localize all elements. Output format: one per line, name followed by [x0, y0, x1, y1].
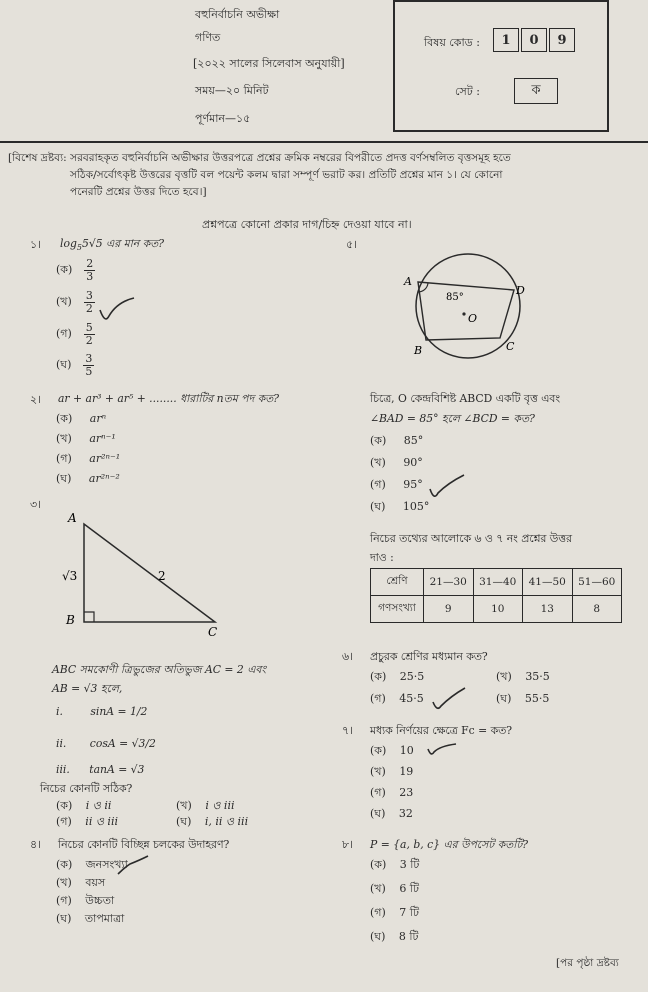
q4-option-ga[interactable]: (গ) উচ্চতা — [56, 894, 115, 907]
q7-option-gha[interactable]: (ঘ) 32 — [370, 807, 413, 820]
q7-number: ৭। — [342, 724, 353, 737]
full-marks: পূর্ণমান—১৫ — [195, 112, 251, 125]
q2-option-gha[interactable]: (ঘ) ar²ⁿ⁻² — [56, 472, 120, 485]
table-row — [371, 596, 622, 623]
q1-text: $\log_55√5$ এর মান কত? — [60, 237, 165, 253]
table-cell: 21—30 — [424, 569, 474, 596]
q1-option-ka[interactable] — [56, 258, 95, 283]
time-limit: সময়—২০ মিনিট — [195, 84, 269, 97]
q4-number: ৪। — [30, 838, 41, 851]
q5-label-o: O — [468, 312, 478, 325]
q7-option-ka[interactable]: (ক) 10 — [370, 744, 414, 757]
code-digit-1: 1 — [493, 28, 519, 52]
fraction-denominator: 5 — [85, 365, 93, 378]
q5-angle-label: 85° — [446, 292, 464, 303]
table-cell: 51—60 — [572, 569, 622, 596]
table-row — [371, 569, 622, 596]
q3-label-a: A — [68, 511, 77, 525]
fraction-denominator: 3 — [86, 270, 94, 283]
table-cell: 41—50 — [523, 569, 573, 596]
fraction — [84, 290, 95, 315]
q3-option-ga[interactable]: (গ) ii ও iii — [56, 815, 118, 828]
q3-ask: নিচের কোনটি সঠিক? — [40, 782, 133, 795]
subject-code-label: বিষয় কোড : — [424, 36, 480, 49]
q3-stmt-3: iii. tanA = √3 — [56, 763, 145, 776]
q8-option-kha[interactable]: (খ) 6 টি — [370, 882, 419, 895]
q2-option-ga[interactable]: (গ) ar²ⁿ⁻¹ — [56, 452, 121, 465]
q2-option-kha[interactable]: (খ) arⁿ⁻¹ — [56, 432, 116, 445]
tick-mark-icon — [433, 688, 465, 708]
tick-mark-icon — [100, 298, 134, 319]
q5-option-kha[interactable]: (খ) 90° — [370, 456, 423, 469]
q2-number: ২। — [30, 393, 41, 406]
fraction-numerator: 5 — [85, 321, 93, 334]
q6-option-gha[interactable]: (ঘ) 55·5 — [496, 692, 550, 705]
set-value: ক — [514, 78, 558, 104]
q4-option-ka[interactable]: (ক) জনসংখ্যা — [56, 858, 128, 871]
q8-option-ka[interactable]: (ক) 3 টি — [370, 858, 420, 871]
q3-triangle-figure — [60, 510, 230, 640]
syllabus-note: [২০২২ সালের সিলেবাস অনুযায়ী] — [193, 57, 345, 70]
fraction — [84, 322, 95, 347]
q3-side-ac: 2 — [158, 569, 166, 583]
q3-number: ৩। — [30, 498, 41, 511]
q1-option-ga[interactable] — [56, 322, 95, 347]
q6-option-kha[interactable]: (খ) 35·5 — [496, 670, 550, 683]
q4-option-kha[interactable]: (খ) বয়স — [56, 876, 106, 889]
q4-text: নিচের কোনটি বিচ্ছিন্ন চলকের উদাহরণ? — [58, 838, 230, 851]
table-cell: 8 — [572, 596, 622, 623]
set-label: সেট : — [455, 85, 480, 98]
q8-option-ga[interactable]: (গ) 7 টি — [370, 906, 419, 919]
q4-option-gha[interactable]: (ঘ) তাপমাত্রা — [56, 912, 125, 925]
q7-option-kha[interactable]: (খ) 19 — [370, 765, 414, 778]
q8-option-gha[interactable]: (ঘ) 8 টি — [370, 930, 419, 943]
q7-option-ga[interactable]: (গ) 23 — [370, 786, 414, 799]
q5-text-2: ∠BAD = 85° হলে ∠BCD = কত? — [370, 412, 535, 425]
q6-text: প্রচুরক শ্রেণির মধ্যমান কত? — [370, 650, 488, 663]
q1-option-gha[interactable] — [56, 353, 94, 378]
option-label: (ঘ) — [56, 358, 72, 371]
q2-option-ka[interactable]: (ক) arⁿ — [56, 412, 107, 425]
q3-stmt-1: i. sinA = 1/2 — [56, 705, 148, 718]
fraction-numerator: 2 — [86, 257, 94, 270]
fraction — [83, 353, 94, 378]
stimulus-line-1: নিচের তথ্যের আলোকে ৬ ও ৭ নং প্রশ্নের উত্তর — [370, 532, 572, 545]
instruction-line-1: [বিশেষ দ্রষ্টব্য: সরবরাহকৃত বহুনির্বাচনি অভীক্ষার উত্তরপত্রে প্রশ্নের ক্রমিক নম্বরের বিপরীতে প্রদত্ত বর্ণসম্বলিত বৃত্তসমূহ হতে — [8, 152, 511, 164]
no-marks-warning: প্রশ্নপত্রে কোনো প্রকার দাগ/চিহ্ন দেওয়া যাবে না। — [202, 218, 412, 231]
q2-text: ar + ar³ + ar⁵ + ........ ধারাটির nতম পদ কত? — [58, 392, 280, 405]
q6-number: ৬। — [342, 650, 353, 663]
fraction-denominator: 2 — [85, 334, 93, 347]
code-digit-2: 0 — [521, 28, 547, 52]
q5-label-a: A — [404, 275, 412, 288]
q3-label-c: C — [208, 625, 218, 639]
header-divider — [0, 141, 648, 143]
q8-number: ৮। — [342, 838, 353, 851]
q6-option-ka[interactable]: (ক) 25·5 — [370, 670, 425, 683]
next-page-note: [পর পৃষ্ঠা দ্রষ্টব্য — [556, 957, 619, 969]
q7-text: মধ্যক নির্ণয়ের ক্ষেত্রে Fc = কত? — [370, 724, 513, 737]
q3-text-2: AB = √3 হলে, — [52, 682, 123, 695]
q3-text-1: ABC সমকোণী ত্রিভুজের অতিভুজ AC = 2 এবং — [52, 663, 267, 676]
q5-label-b: B — [414, 344, 423, 357]
table-cell: 10 — [473, 596, 523, 623]
table-cell: 31—40 — [473, 569, 523, 596]
q5-option-ka[interactable]: (ক) 85° — [370, 434, 424, 447]
q5-label-c: C — [506, 340, 515, 353]
q3-option-kha[interactable]: (খ) i ও iii — [176, 799, 235, 812]
q1-number: ১। — [30, 238, 41, 251]
fraction — [84, 258, 95, 283]
q5-circle-figure — [396, 252, 546, 364]
code-digit-3: 9 — [549, 28, 575, 52]
option-label: (গ) — [56, 327, 72, 340]
tick-mark-icon — [430, 475, 464, 496]
q5-text-1: চিত্রে, O কেন্দ্রবিশিষ্ট ABCD একটি বৃত্ত এবং — [370, 392, 560, 405]
table-header-frequency: গণসংখ্যা — [371, 596, 424, 623]
exam-type: বহুনির্বাচনি অভীক্ষা — [195, 8, 280, 21]
stimulus-line-2: দাও : — [370, 551, 394, 564]
q3-side-ab: √3 — [62, 569, 78, 583]
fraction-numerator: 3 — [85, 289, 93, 302]
q3-option-ka[interactable]: (ক) i ও ii — [56, 799, 112, 812]
subject-name: গণিত — [195, 31, 221, 44]
q5-label-d: D — [516, 284, 525, 297]
instruction-line-2: সঠিক/সর্বোৎকৃষ্ট উত্তরের বৃত্তটি বল পয়েন্ট কলম দ্বারা সম্পূর্ণ ভরাট কর। প্রতিটি প্রশ্নের মান ১। যে কোনো — [70, 169, 503, 181]
q8-text: P = {a, b, c} এর উপসেট কতটি? — [370, 838, 528, 851]
q5-number: ৫। — [346, 238, 357, 251]
q3-label-b: B — [66, 613, 75, 627]
instruction-line-3: পনেরটি প্রশ্নের উত্তর দিতে হবে।] — [70, 186, 207, 198]
q3-option-gha[interactable]: (ঘ) i, ii ও iii — [176, 815, 249, 828]
option-label: (ক) — [56, 263, 73, 276]
q6-option-ga[interactable]: (গ) 45·5 — [370, 692, 424, 705]
tick-mark-icon — [428, 744, 456, 754]
frequency-table — [370, 568, 622, 623]
q1-option-kha[interactable] — [56, 290, 95, 315]
table-header-class: শ্রেণি — [371, 569, 424, 596]
q5-option-gha[interactable]: (ঘ) 105° — [370, 500, 430, 513]
fraction-numerator: 3 — [85, 352, 93, 365]
option-label: (খ) — [56, 295, 72, 308]
q3-stmt-2: ii. cosA = √3/2 — [56, 737, 156, 750]
table-cell: 9 — [424, 596, 474, 623]
code-set-box — [393, 0, 609, 132]
q5-option-ga[interactable]: (গ) 95° — [370, 478, 423, 491]
table-cell: 13 — [523, 596, 573, 623]
fraction-denominator: 2 — [85, 302, 93, 315]
